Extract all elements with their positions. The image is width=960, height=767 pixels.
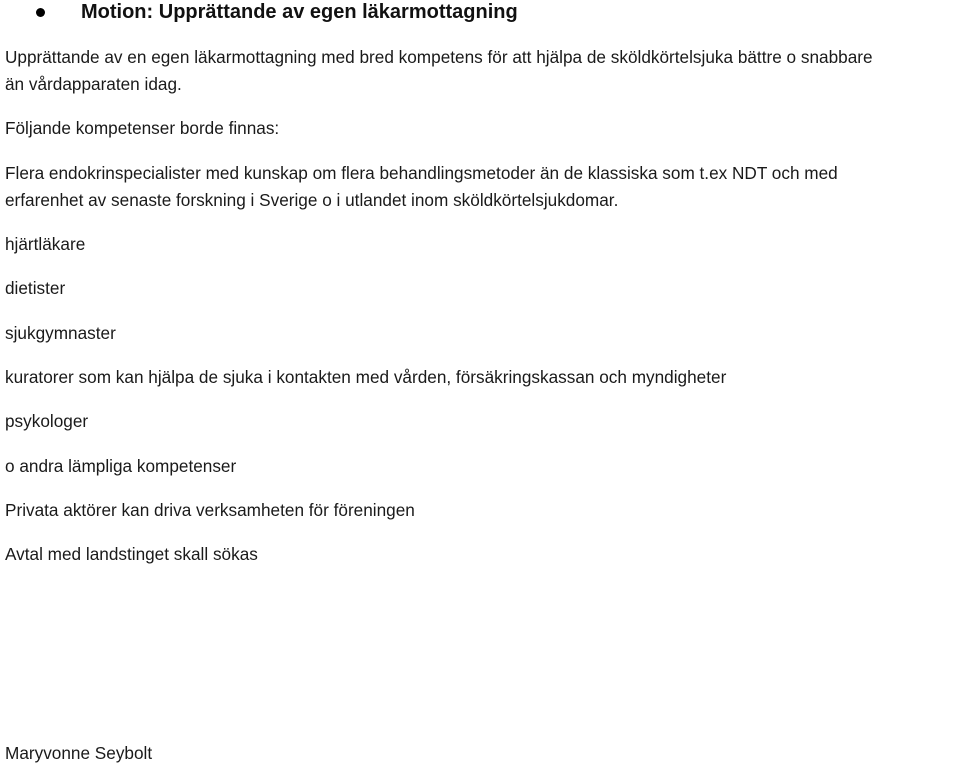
item-other-competences: o andra lämpliga kompetenser <box>5 456 237 476</box>
intro-line-2: än vårdapparaten idag. <box>5 74 182 94</box>
specialists-line-1: Flera endokrinspecialister med kunskap om flera behandlingsmetoder än de klassiska som t.ex NDT och med <box>5 163 838 183</box>
item-cardiologists: hjärtläkare <box>5 234 86 254</box>
signature: Maryvonne Seybolt <box>5 743 153 763</box>
heading-row <box>0 0 960 28</box>
private-actors-line: Privata aktörer kan driva verksamheten för föreningen <box>5 500 415 520</box>
bullet-icon <box>36 8 45 17</box>
competences-intro: Följande kompetenser borde finnas: <box>5 118 280 138</box>
specialists-line-2: erfarenhet av senaste forskning i Sverige o i utlandet inom sköldkörtelsjukdomar. <box>5 190 619 210</box>
item-counsellors: kuratorer som kan hjälpa de sjuka i kontakten med vården, försäkringskassan och myndigheter <box>5 367 727 387</box>
item-psychologists: psykologer <box>5 411 89 431</box>
item-dietitians: dietister <box>5 278 66 298</box>
item-physiotherapists: sjukgymnaster <box>5 323 116 343</box>
intro-line-1: Upprättande av en egen läkarmottagning med bred kompetens för att hjälpa de sköldkörtelsjuka bättre o snabbare <box>5 47 873 67</box>
motion-heading: Motion: Upprättande av egen läkarmottagning <box>81 1 518 23</box>
agreement-line: Avtal med landstinget skall sökas <box>5 544 258 564</box>
